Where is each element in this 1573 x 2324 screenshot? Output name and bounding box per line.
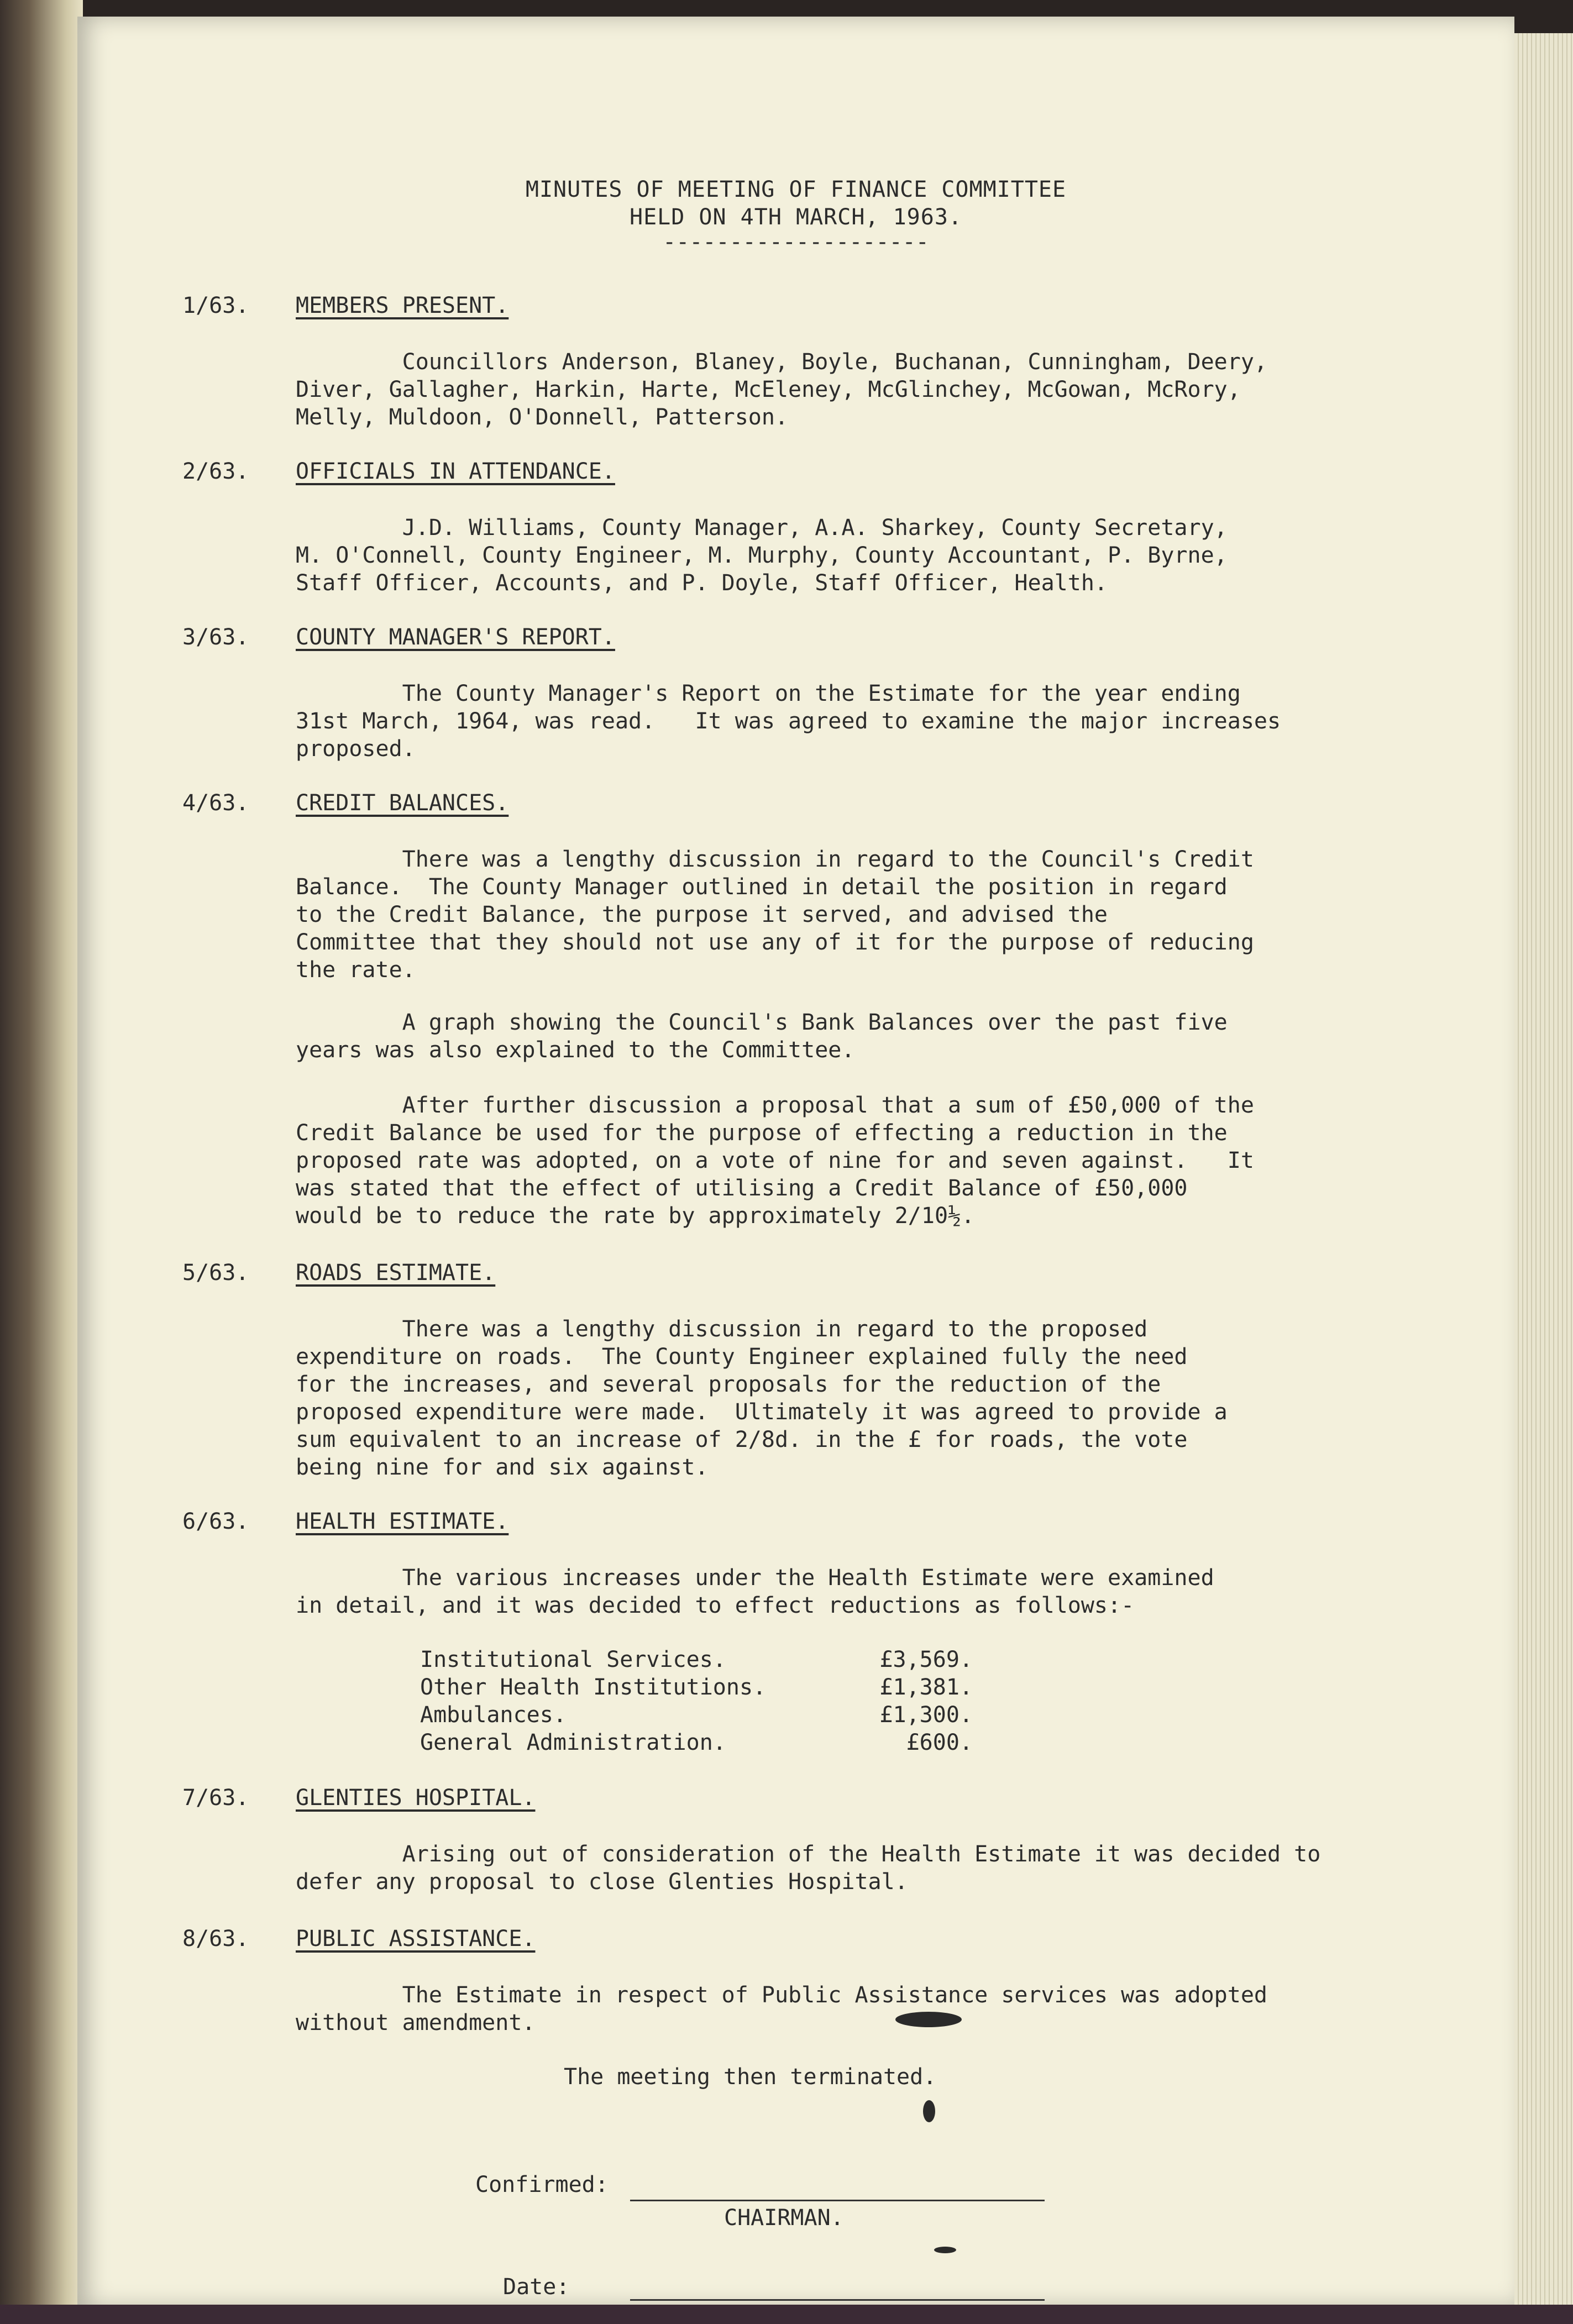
- section-number: 2/63.: [182, 459, 249, 484]
- item-amount: £1,381.: [879, 1675, 973, 1700]
- signature-line: [630, 2200, 1045, 2201]
- section-number: 6/63.: [182, 1509, 249, 1534]
- ink-blot: [923, 2100, 935, 2122]
- list-item: [420, 1675, 973, 1702]
- section-number: 1/63.: [182, 293, 249, 318]
- section-paragraph: The various increases under the Health Estimate were examined in detail, and it was decided to effect reductions as follows:-: [296, 1565, 1214, 1618]
- document-title: MINUTES OF MEETING OF FINANCE COMMITTEE: [525, 177, 1067, 202]
- item-label: Institutional Services.: [420, 1647, 726, 1672]
- item-label: General Administration.: [420, 1730, 726, 1755]
- title-rule: --------------------: [663, 229, 929, 255]
- section-paragraph: There was a lengthy discussion in regard to the proposed expenditure on roads. The County Engineer explained fully the need for the increases, and several proposals for the reduction of the proposed expenditure were made. Ultimately it was agreed to provide a sum equivalent to an increase of 2/8d. in the £ for roads, the vote being nine for and six against.: [296, 1316, 1228, 1480]
- date-label: Date:: [503, 2274, 570, 2300]
- section-heading: CREDIT BALANCES.: [296, 790, 509, 816]
- reductions-list: [420, 1647, 973, 1758]
- section-number: 7/63.: [182, 1785, 249, 1811]
- section-heading: OFFICIALS IN ATTENDANCE.: [296, 459, 615, 484]
- bottom-border: [0, 2305, 1573, 2324]
- list-item: [420, 1647, 973, 1675]
- closing-line: The meeting then terminated.: [564, 2064, 937, 2090]
- section-number: 3/63.: [182, 625, 249, 650]
- item-label: Ambulances.: [420, 1702, 567, 1728]
- section-paragraph: The Estimate in respect of Public Assistance services was adopted without amendment.: [296, 1982, 1267, 2036]
- section-paragraph: Arising out of consideration of the Health Estimate it was decided to defer any proposal to close Glenties Hospital.: [296, 1842, 1321, 1895]
- item-amount: £3,569.: [879, 1647, 973, 1672]
- confirmed-label: Confirmed:: [475, 2172, 609, 2197]
- section-number: 5/63.: [182, 1260, 249, 1286]
- section-paragraph: There was a lengthy discussion in regard to the Council's Credit Balance. The County Manager outlined in detail the position in regard to the Credit Balance, the purpose it served, and advised the Committee that they should not use any of it for the purpose of reducing the rate.: [296, 847, 1254, 983]
- item-amount: £1,300.: [879, 1702, 973, 1728]
- section-paragraph: The County Manager's Report on the Estimate for the year ending 31st March, 1964, was read. It was agreed to examine the major increases proposed.: [296, 681, 1281, 762]
- document-subtitle: HELD ON 4TH MARCH, 1963.: [630, 204, 962, 230]
- page-edges: [1514, 33, 1573, 2310]
- ink-blot: [895, 2012, 962, 2027]
- chairman-label: CHAIRMAN.: [724, 2205, 844, 2231]
- section-heading: MEMBERS PRESENT.: [296, 293, 509, 318]
- section-paragraph: J.D. Williams, County Manager, A.A. Sharkey, County Secretary, M. O'Connell, County Engineer, M. Murphy, County Accountant, P. Byrne, Staff Officer, Accounts, and P. Doyle, Staff Officer, Health.: [296, 515, 1228, 596]
- item-amount: £600.: [906, 1730, 973, 1755]
- section-number: 8/63.: [182, 1926, 249, 1951]
- section-heading: COUNTY MANAGER'S REPORT.: [296, 625, 615, 650]
- section-heading: PUBLIC ASSISTANCE.: [296, 1926, 536, 1951]
- list-item: [420, 1730, 973, 1758]
- minutes-document: [77, 17, 1514, 2307]
- section-number: 4/63.: [182, 790, 249, 816]
- date-line: [630, 2299, 1045, 2301]
- item-label: Other Health Institutions.: [420, 1675, 767, 1700]
- section-paragraph: A graph showing the Council's Bank Balances over the past five years was also explained to the Committee.: [296, 1010, 1228, 1063]
- document-page: [77, 17, 1514, 2307]
- list-item: [420, 1702, 973, 1730]
- section-heading: HEALTH ESTIMATE.: [296, 1509, 509, 1534]
- ink-blot: [934, 2247, 956, 2253]
- section-paragraph: Councillors Anderson, Blaney, Boyle, Buchanan, Cunningham, Deery, Diver, Gallagher, Harkin, Harte, McEleney, McGlinchey, McGowan, McRory, Melly, Muldoon, O'Donnell, Patterson.: [296, 349, 1267, 430]
- book-spine: [0, 0, 83, 2324]
- section-paragraph: After further discussion a proposal that a sum of £50,000 of the Credit Balance be used for the purpose of effecting a reduction in the proposed rate was adopted, on a vote of nine for and seven against. It was stated that the effect of utilising a Credit Balance of £50,000 would be to reduce the rate by approximately 2/10½.: [296, 1093, 1254, 1229]
- section-heading: ROADS ESTIMATE.: [296, 1260, 496, 1286]
- section-heading: GLENTIES HOSPITAL.: [296, 1785, 536, 1811]
